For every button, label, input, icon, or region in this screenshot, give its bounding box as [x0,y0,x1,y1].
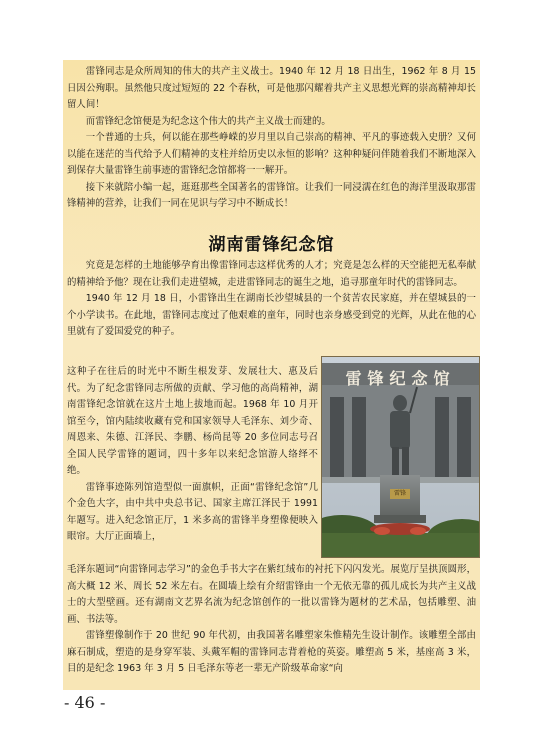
statue-plaque-text: 雷锋 [393,490,406,497]
building-sign: 雷锋纪念馆 [345,369,456,388]
page-number: - 46 - [64,693,106,712]
left-column-paragraph-2: 雷锋事迹陈列馆造型似一面旗帜，正面“雷锋纪念馆”几个金色大字，由中共中央总书记、国家主席江泽民于 1991 年题写。进入纪念馆正厅，1 米多高的雷锋半身塑像便映入眼帘。大厅正面墙上， [67,481,318,542]
left-column-paragraph-1: 这种子在往后的时光中不断生根发芽、发展壮大、惠及后代。为了纪念雷锋同志所做的贡献、学习他的高尚精神，湖南雷锋纪念馆就在这片土地上拔地而起。1968 年 10 月开馆至今，馆内陆续收藏有党和国家领导人毛泽东、刘少奇、周恩来、朱德、江泽民、李鹏、杨尚昆等 20 多位同志号召全国人民学雷锋的题词，四十多年以来纪念馆游人络绎不绝。 [67,366,318,476]
intro-section [67,64,476,213]
section-1-paragraph-1: 究竟是怎样的土地能够孕育出像雷锋同志这样优秀的人才；究竟是怎么样的天空能把无私奉献的精神给予他？现在让我们走进望城，走进雷锋同志的诞生之地，追寻那童年时代的雷锋同志。 [67,260,476,288]
left-column-text [67,364,318,546]
article-panel [63,60,480,690]
intro-paragraph-1: 雷锋同志是众所周知的伟大的共产主义战士。1940 年 12 月 18 日出生，1962 年 8 月 15 日因公殉职。虽然他只度过短短的 22 个春秋，可是他那闪耀着共产主义思想光辉的崇高精神却长留人间！ [67,66,476,110]
intro-paragraph-2: 而雷锋纪念馆便是为纪念这个伟大的共产主义战士而建的。 [85,115,331,127]
section-1-paragraph-2: 1940 年 12 月 18 日，小雷锋出生在湖南长沙望城县的一个贫苦农民家庭，并在望城县的一个小学读书。在此地，雷锋同志度过了他艰难的童年，同时也亲身感受到党的光辉，从此在他的心里就有了爱国爱党的种子。 [67,293,476,337]
after-photo-paragraph-1: 毛泽东题词“向雷锋同志学习”的金色手书大字在紫红绒布的衬托下闪闪发光。展览厅呈拱顶圆形，高大概 12 米、周长 52 米左右。在圆墙上绘有介绍雷锋由一个无依无靠的孤儿成长为共产主义战士的大型壁画。还有湖南文艺界名流为纪念馆创作的一批以雷锋为题材的艺术品，包括雕塑、油画、书法等。 [67,564,476,625]
section-1 [67,258,476,341]
after-photo-paragraph-2: 雷锋塑像制作于 20 世纪 90 年代初，由我国著名雕塑家朱惟精先生设计制作。该雕塑全部由麻石制成，塑造的是身穿军装、头戴军帽的雷锋同志背着枪的英姿。雕塑高 5 米，基座高 3 米，目的是纪念 1963 年 3 月 5 日毛泽东等老一辈无产阶级革命家“向 [67,630,476,674]
memorial-photo [321,356,480,558]
intro-paragraph-3: 一个普通的士兵，何以能在那些峥嵘的岁月里以自己崇高的精神、平凡的事迹载入史册？又何以能在迷茫的当代给予人们精神的支柱并给历史以永恒的影响？这种种疑问伴随着我们不断地深入到保存大量雷锋生前事迹的雷锋纪念馆都将一一解开。 [67,132,476,176]
section-title: 湖南雷锋纪念馆 [208,235,335,255]
intro-paragraph-4: 接下来就陪小编一起，逛逛那些全国著名的雷锋馆。让我们一同浸濡在红色的海洋里汲取那雷锋精神的营养，让我们一同在见识与学习中不断成长！ [67,181,476,209]
after-photo-text [67,562,476,678]
